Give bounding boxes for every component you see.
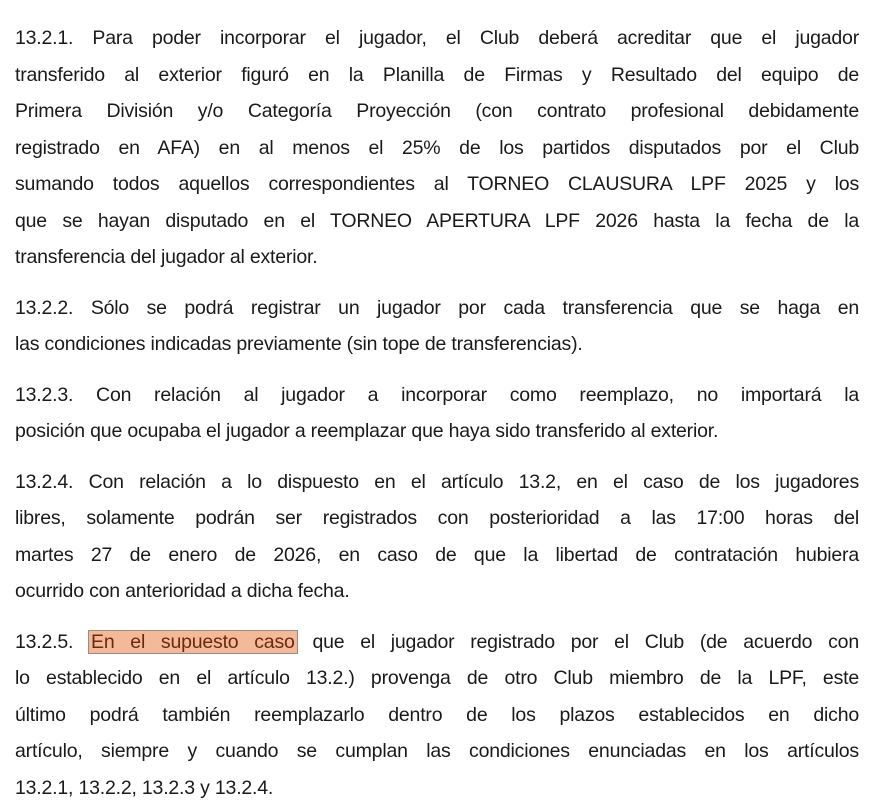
- text-line: las condiciones indicadas previamente (sin tope de transferencias).: [15, 333, 583, 355]
- document-body: [15, 20, 859, 806]
- text-line: ocurrido con anterioridad a dicha fecha.: [15, 580, 350, 602]
- paragraph-number: 13.2.5.: [15, 630, 90, 653]
- text-line: martes 27 de enero de 2026, en caso de que la libertad de contratación hubiera: [15, 543, 859, 566]
- text-line: sumando todos aquellos correspondientes al TORNEO CLAUSURA LPF 2025 y los: [15, 173, 859, 195]
- paragraph-13-2-1: [15, 20, 859, 276]
- text-line: Primera División y/o Categoría Proyección (con contrato profesional debidamente: [15, 100, 859, 122]
- text-line: 13.2.1. Para poder incorporar el jugador, el Club deberá acreditar que el jugador: [15, 27, 859, 49]
- paragraph-13-2-5: [15, 624, 859, 807]
- paragraph-13-2-2: [15, 290, 859, 363]
- text-run: que el jugador registrado por el Club (de acuerdo con: [296, 630, 859, 653]
- text-line: lo establecido en el artículo 13.2.) provenga de otro Club miembro de la LPF, este: [15, 667, 859, 689]
- text-line: último podrá también reemplazarlo dentro de los plazos establecidos en dicho: [15, 703, 859, 726]
- text-line: que se hayan disputado en el TORNEO APERTURA LPF 2026 hasta la fecha de la: [15, 209, 859, 232]
- text-line: 13.2.4. Con relación a lo dispuesto en el artículo 13.2, en el caso de los jugadores: [15, 470, 859, 493]
- text-line: posición que ocupaba el jugador a reemplazar que haya sido transferido al exterior.: [15, 420, 719, 442]
- text-line: artículo, siempre y cuando se cumplan las condiciones enunciadas en los artículos: [15, 740, 859, 762]
- paragraph-13-2-4: [15, 464, 859, 610]
- text-line: transferido al exterior figuró en la Planilla de Firmas y Resultado del equipo de: [15, 63, 859, 86]
- text-line: [15, 624, 859, 661]
- highlighted-selection[interactable]: En el supuesto caso: [91, 630, 295, 653]
- text-line: 13.2.3. Con relación al jugador a incorporar como reemplazo, no importará la: [15, 383, 859, 406]
- paragraph-13-2-3: [15, 377, 859, 450]
- text-line: registrado en AFA) en al menos el 25% de los partidos disputados por el Club: [15, 136, 859, 159]
- text-line: transferencia del jugador al exterior.: [15, 246, 318, 268]
- text-line: libres, solamente podrán ser registrados con posterioridad a las 17:00 horas del: [15, 507, 859, 529]
- text-line: 13.2.2. Sólo se podrá registrar un jugador por cada transferencia que se haga en: [15, 296, 859, 319]
- text-line: 13.2.1, 13.2.2, 13.2.3 y 13.2.4.: [15, 776, 274, 799]
